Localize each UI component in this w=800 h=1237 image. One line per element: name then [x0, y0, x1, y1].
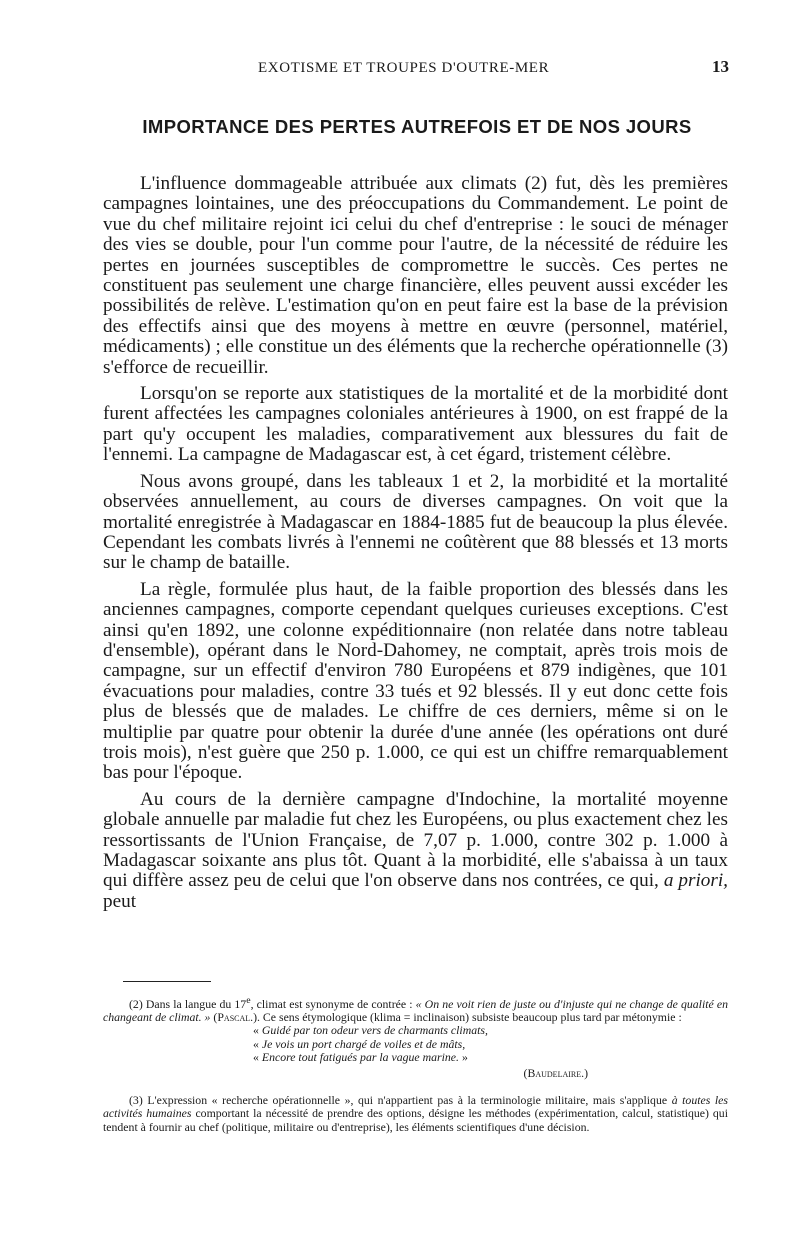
verse-text-3: Encore tout fatigués par la vague marine.	[261, 1049, 459, 1064]
paragraph-2: Lorsqu'on se reporte aux statistiques de la mortalité et de la morbidité dont furent affectées les campagnes coloniales antérieures à 1900, on est frappé de la part qu'y occupent les maladies, comparativement aux blessures du fait de l'ennemi. La campagne de Madagascar est, à cet égard, tristement célèbre.	[103, 383, 728, 466]
footnotes	[103, 994, 728, 1134]
fn3-start: (3) L'expression « recherche opérationnelle », qui n'appartient pas à la terminologie militaire, mais s'applique	[129, 1093, 668, 1108]
paragraph-5-text: Au cours de la dernière campagne d'Indochine, la mortalité moyenne globale annuelle par maladie fut chez les Européens, ou plus exactement chez les ressortissants de l'Union Française, de 7,07 p. 1.000, contre 302 p. 1.000 à Madagascar soixante ans plus tôt. Quant à la morbidité, elle s'abaissa à un taux qui diffère assez peu de celui que l'on observe dans nos contrées, ce qui,	[103, 788, 728, 892]
verse-quote-mark: «	[253, 1049, 259, 1064]
footnote-rule	[123, 981, 211, 982]
paragraph-1: L'influence dommageable attribuée aux climats (2) fut, dès les premières campagnes lointaines, une des préoccupations du Commandement. Le point de vue du chef militaire rejoint ici celui du chef d'entreprise : le souci de ménager des vies se double, pour l'un comme pour l'autre, de la nécessité de réduire les pertes en journées susceptibles de compromettre le succès. Ces pertes ne constituent pas seulement une charge financière, elles peuvent aussi excéder les possibilités de relève. L'estimation qu'on en peut faire est la base de la prévision des effectifs ainsi que des moyens à mettre en œuvre (personnel, matériel, médicaments) ; elle constitue un des éléments que la recherche opérationnelle (3) s'efforce de recueillir.	[103, 173, 728, 378]
paragraph-3: Nous avons groupé, dans les tableaux 1 et 2, la morbidité et la mortalité observées annuellement, au cours de diverses campagnes. On voit que la mortalité enregistrée à Madagascar en 1884-1885 fut de beaucoup la plus élevée. Cependant les combats livrés à l'ennemi ne coûtèrent que 88 blessés et 13 morts sur le champ de bataille.	[103, 470, 728, 574]
paragraph-5-italic: a priori,	[663, 870, 728, 892]
paragraph-4: La règle, formulée plus haut, de la faible proportion des blessés dans les anciennes campagnes, comporte cependant quelques curieuses exceptions. C'est ainsi qu'en 1892, une colonne expéditionnaire (non relatée dans notre tableau d'ensemble), opérant dans le Nord-Dahomey, ne comptait, après trois mois de campagne, sur un effectif d'environ 780 Européens et 879 indigènes, que 101 évacuations pour maladies, contre 33 tués et 92 blessés. Il y eut donc cette fois plus de blessés que de malades. Le chiffre de ces derniers, même si on le multiplie par quatre pour obtenir la durée d'une année (les opérations ont duré trois mois), n'est guère que 250 p. 1.000, ce qui est un chiffre remarquablement bas pour l'époque.	[103, 578, 728, 784]
running-head: EXOTISME ET TROUPES D'OUTRE-MER	[258, 60, 550, 76]
footnote-2	[103, 994, 728, 1024]
verse-quote-mark: «	[253, 1036, 259, 1051]
verse-close-quote: »	[461, 1049, 468, 1064]
verse-line-3	[103, 1051, 728, 1064]
verse-text-2: Je vois un port chargé de voiles et de mâts,	[261, 1036, 466, 1051]
fn2-end: Ce sens étymologique (klima = inclinaison) subsiste beaucoup plus tard par métonymie :	[262, 1010, 682, 1025]
body-text	[103, 174, 728, 918]
fn2-quote: « On ne voit rien de juste ou d'injuste qui ne change de qualité en changeant de climat. »	[103, 996, 728, 1025]
fn3-italic: à toutes les activités humaines	[103, 1093, 729, 1121]
paragraph-5-tail: peut	[103, 890, 137, 912]
fn2-source: (Pascal.).	[213, 1010, 260, 1025]
footnote-3	[103, 1094, 728, 1134]
fn2-start: (2) Dans la langue du 17	[129, 996, 247, 1011]
section-heading: IMPORTANCE DES PERTES AUTREFOIS ET DE NOS JOURS	[142, 116, 692, 137]
verse-quote-mark: «	[253, 1023, 259, 1038]
verse-attribution: (Baudelaire.)	[523, 1065, 588, 1080]
fn2-middle: , climat est synonyme de contrée :	[250, 996, 413, 1011]
page-number: 13	[712, 57, 729, 76]
paragraph-5	[103, 790, 728, 912]
fn2-superscript: e	[246, 995, 251, 1006]
verse-text-1: Guidé par ton odeur vers de charmants climats,	[261, 1023, 488, 1038]
fn3-end: comportant la nécessité de prendre des options, désigne les méthodes (expérimentation, calcul, statistique) qui tendent à fournir au chef (politique, militaire ou d'entreprise), les éléments scientifiques d'une décision.	[103, 1106, 728, 1134]
